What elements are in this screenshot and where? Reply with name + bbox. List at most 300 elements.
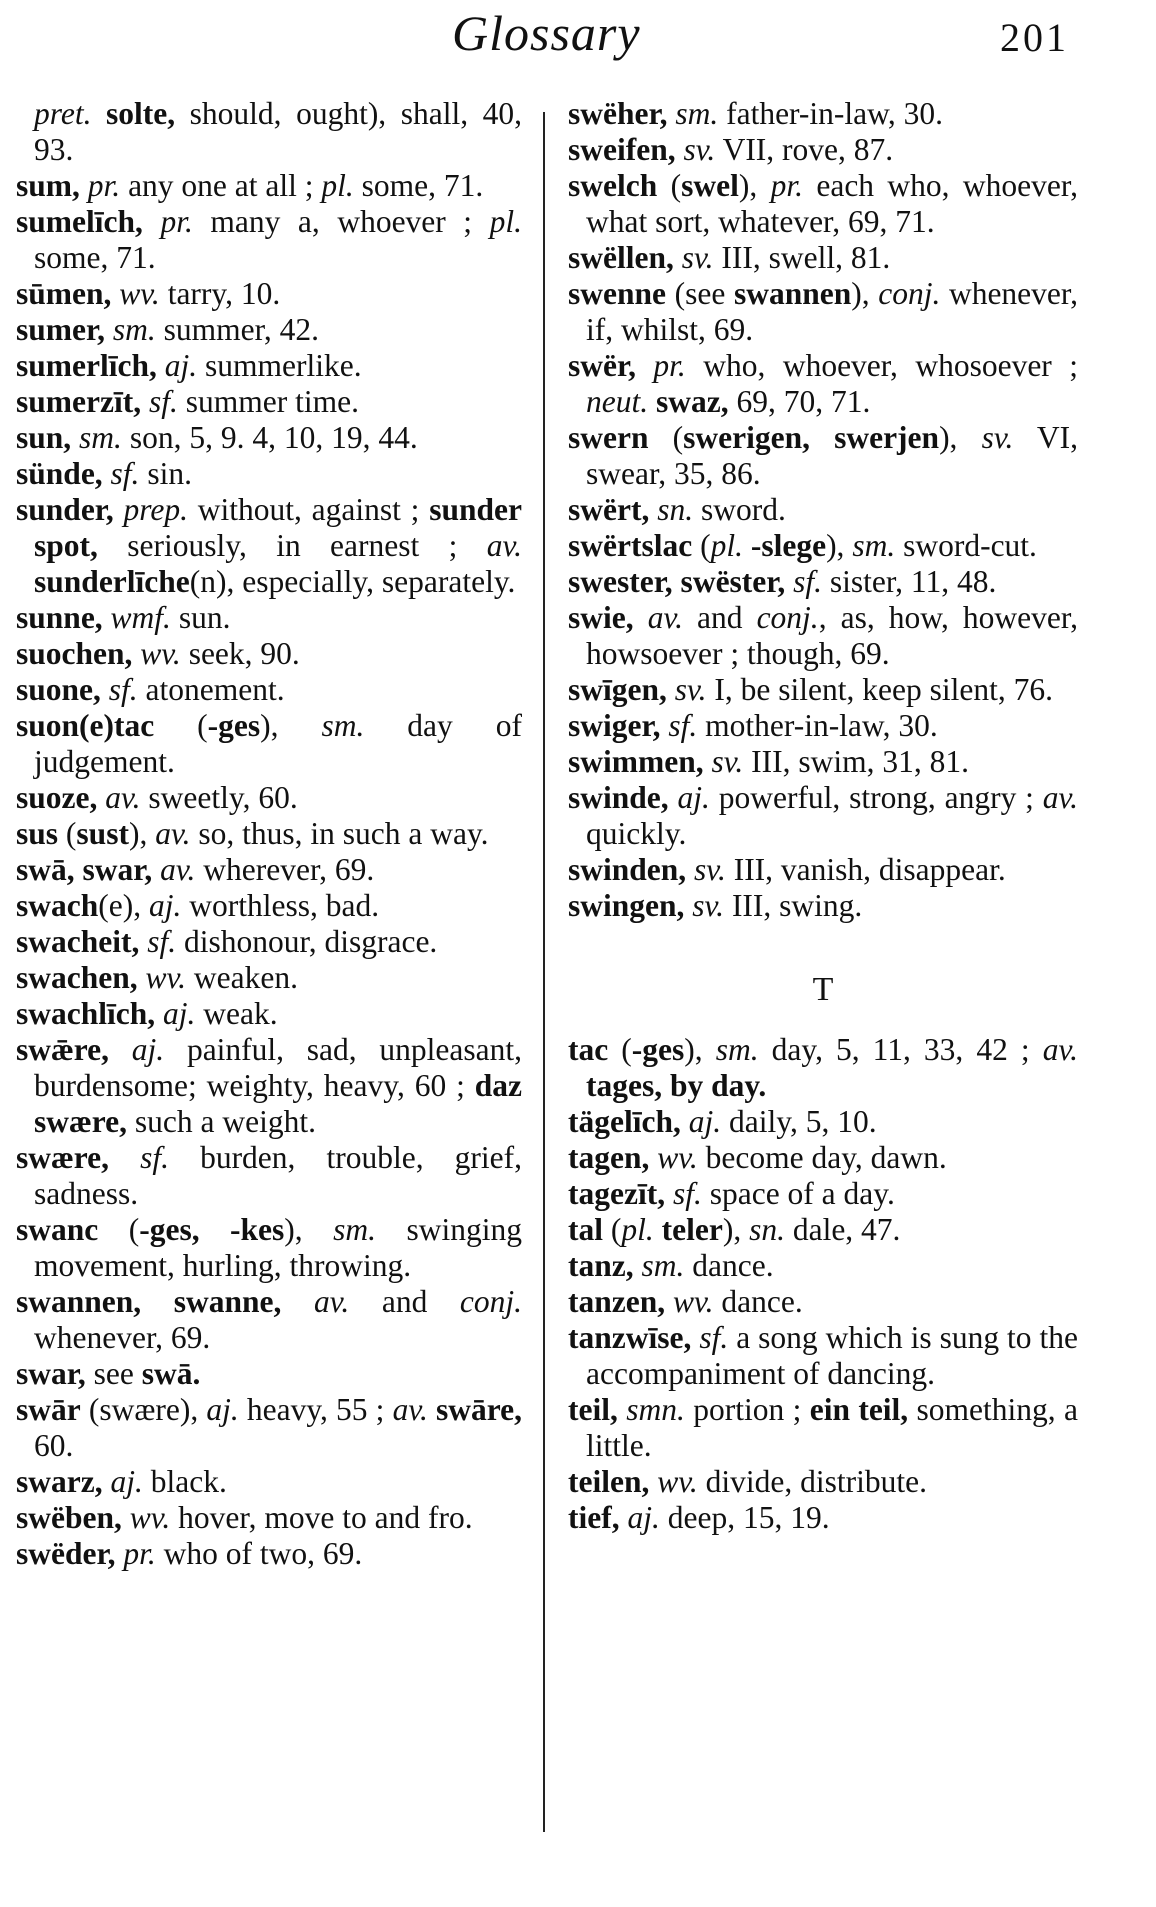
- definition-text: so, thus, in such a way.: [190, 816, 489, 851]
- definition-text: [662, 1068, 670, 1103]
- definition-text: seek, 90.: [180, 636, 300, 671]
- definition-text: [155, 996, 163, 1031]
- glossary-entry: [16, 96, 522, 168]
- definition-text: seriously, in earnest ;: [97, 528, 487, 563]
- grammar-label: av.: [647, 600, 683, 635]
- glossary-entry: [16, 924, 522, 960]
- definition-text: [281, 1284, 314, 1319]
- glossary-entry: [16, 1536, 522, 1572]
- grammar-label: aj.: [688, 1104, 722, 1139]
- definition-text: [704, 744, 712, 779]
- grammar-label: av.: [1042, 780, 1079, 815]
- definition-text: powerful, strong, angry ;: [709, 780, 1043, 815]
- grammar-label: sv.: [981, 420, 1014, 455]
- headword: swannen, swanne,: [16, 1284, 282, 1319]
- definition-text: (: [603, 1212, 622, 1247]
- definition-text: , as, how, however, howsoever ; though, 69.: [586, 600, 1078, 671]
- grammar-label: sm.: [112, 312, 156, 347]
- definition-text: [665, 1284, 673, 1319]
- grammar-label: smn.: [626, 1392, 685, 1427]
- headword: sust: [76, 816, 129, 851]
- grammar-label: sf.: [793, 564, 823, 599]
- glossary-entry: [16, 636, 522, 672]
- definition-text: [665, 1176, 673, 1211]
- headword: swā, swar,: [16, 852, 153, 887]
- definition-text: (: [58, 816, 77, 851]
- definition-text: [138, 960, 146, 995]
- definition-text: should, ought), shall, 40, 93.: [34, 96, 523, 167]
- definition-text: (: [154, 708, 208, 743]
- glossary-entry: [568, 1104, 1078, 1140]
- definition-text: summerlike.: [197, 348, 362, 383]
- headword: swinden,: [568, 852, 687, 887]
- glossary-entry: [568, 96, 1078, 132]
- grammar-label: av.: [313, 1284, 350, 1319]
- headword: swingen,: [568, 888, 685, 923]
- definition-text: III, swing.: [724, 888, 863, 923]
- headword: solte,: [106, 96, 176, 131]
- grammar-label: aj.: [110, 1464, 143, 1499]
- glossary-entry: [16, 456, 522, 492]
- headword: swarz,: [16, 1464, 103, 1499]
- definition-text: and: [349, 1284, 460, 1319]
- glossary-entry: [16, 420, 522, 456]
- grammar-label: pr.: [87, 168, 121, 203]
- grammar-label: sm.: [333, 1212, 377, 1247]
- headword: sun,: [16, 420, 72, 455]
- headword: swaz,: [655, 384, 729, 419]
- glossary-entry: [568, 240, 1078, 276]
- grammar-label: conj.: [878, 276, 941, 311]
- definition-text: sin.: [139, 456, 192, 491]
- page-number: 201: [1000, 15, 1069, 60]
- grammar-label: pl.: [621, 1212, 654, 1247]
- definition-text: space of a day.: [701, 1176, 895, 1211]
- headword: tac: [568, 1032, 609, 1067]
- definition-text: dishonour, disgrace.: [176, 924, 438, 959]
- definition-text: ),: [284, 1212, 334, 1247]
- grammar-label: wv.: [119, 276, 160, 311]
- headword: swel: [681, 168, 739, 203]
- headword: swester, swëster,: [568, 564, 786, 599]
- headword: tägelīch,: [568, 1104, 681, 1139]
- grammar-label: wv.: [657, 1140, 698, 1175]
- definition-text: a song which is sung to the accompaniment of dancing.: [586, 1320, 1079, 1391]
- headword: sünde,: [16, 456, 103, 491]
- glossary-entry: [568, 1032, 1078, 1104]
- definition-text: [80, 168, 88, 203]
- grammar-label: sv.: [681, 240, 714, 275]
- definition-text: [654, 1212, 662, 1247]
- headword: swërt,: [568, 492, 650, 527]
- definition-text: [91, 96, 106, 131]
- grammar-label: wv.: [145, 960, 187, 995]
- glossary-entry: [568, 852, 1078, 888]
- grammar-label: aj.: [627, 1500, 660, 1535]
- definition-text: any one at all ;: [120, 168, 322, 203]
- grammar-label: pr.: [653, 348, 686, 383]
- glossary-entry: [16, 672, 522, 708]
- definition-text: ),: [939, 420, 982, 455]
- definition-text: (: [98, 1212, 140, 1247]
- definition-text: ),: [738, 168, 771, 203]
- grammar-label: sf.: [147, 924, 177, 959]
- headword: swërtslac: [568, 528, 693, 563]
- glossary-entry: [16, 780, 522, 816]
- headword: swacheit,: [16, 924, 140, 959]
- headword: sumelīch,: [16, 204, 143, 239]
- definition-text: and: [682, 600, 757, 635]
- grammar-label: sv.: [683, 132, 716, 167]
- definition-text: (e),: [98, 888, 149, 923]
- grammar-label: wv.: [657, 1464, 698, 1499]
- definition-text: painful, sad, unpleasant, burdensome; weighty, heavy, 60 ;: [34, 1032, 523, 1103]
- definition-text: [105, 312, 113, 347]
- definition-text: [109, 1140, 140, 1175]
- glossary-entry: [568, 1464, 1078, 1500]
- entry-list-left: [16, 96, 522, 1572]
- definition-text: [109, 1032, 132, 1067]
- definition-text: (: [608, 1032, 632, 1067]
- headword: -ges: [631, 1032, 685, 1067]
- definition-text: ),: [260, 708, 322, 743]
- definition-text: (see: [666, 276, 734, 311]
- glossary-entry: [568, 1284, 1078, 1320]
- grammar-label: av.: [160, 852, 196, 887]
- headword: sūmen,: [16, 276, 112, 311]
- headword: swīgen,: [568, 672, 667, 707]
- glossary-entry: [568, 744, 1078, 780]
- headword: teler: [661, 1212, 723, 1247]
- definition-text: 60.: [34, 1428, 74, 1463]
- headword: tagezīt,: [568, 1176, 666, 1211]
- headword: swar,: [16, 1356, 86, 1391]
- definition-text: 69, 70, 71.: [728, 384, 871, 419]
- headword: sunder spot,: [34, 492, 522, 563]
- glossary-entry: [16, 276, 522, 312]
- definition-text: quickly.: [586, 816, 687, 851]
- glossary-entry: [16, 1356, 522, 1392]
- definition-text: III, swim, 31, 81.: [743, 744, 970, 779]
- entry-list-right-t: [568, 1032, 1078, 1536]
- glossary-entry: [16, 960, 522, 996]
- glossary-entry: [568, 348, 1078, 420]
- definition-text: ),: [851, 276, 879, 311]
- glossary-entry: [16, 852, 522, 888]
- headword: sumerzīt,: [16, 384, 142, 419]
- grammar-label: prep.: [123, 492, 188, 527]
- definition-text: III, swell, 81.: [713, 240, 891, 275]
- headword: swachen,: [16, 960, 138, 995]
- headword: swannen: [733, 276, 852, 311]
- glossary-entry: [568, 672, 1078, 708]
- definition-text: without, against ;: [188, 492, 430, 527]
- definition-text: [71, 420, 79, 455]
- headword: swern: [568, 420, 649, 455]
- glossary-entry: [568, 1140, 1078, 1176]
- glossary-entry: [568, 1500, 1078, 1536]
- glossary-entry: [16, 1212, 522, 1284]
- headword: swære,: [16, 1140, 110, 1175]
- glossary-entry: [16, 1140, 522, 1212]
- grammar-label: sf.: [672, 1176, 702, 1211]
- grammar-label: av.: [392, 1392, 428, 1427]
- definition-text: (n), especially, separately.: [189, 564, 516, 599]
- grammar-label: sf.: [668, 708, 698, 743]
- grammar-label: av.: [105, 780, 141, 815]
- headword: tanzen,: [568, 1284, 666, 1319]
- grammar-label: wv.: [140, 636, 181, 671]
- headword: tanzwīse,: [568, 1320, 692, 1355]
- headword: tal: [568, 1212, 603, 1247]
- definition-text: dance.: [684, 1248, 774, 1283]
- grammar-label: conj.: [459, 1284, 523, 1319]
- grammar-label: sv.: [694, 852, 726, 887]
- definition-text: whenever, 69.: [34, 1320, 211, 1355]
- grammar-label: conj.: [756, 600, 819, 635]
- headword: ein teil,: [809, 1392, 909, 1427]
- definition-text: some, 71.: [353, 168, 484, 203]
- entry-list-right: [568, 96, 1078, 924]
- headword: swachlīch,: [16, 996, 156, 1031]
- definition-text: [681, 1104, 689, 1139]
- definition-text: each who, whoever, what sort, whatever, 69, 71.: [586, 168, 1078, 239]
- glossary-entry: [568, 168, 1078, 240]
- grammar-label: neut.: [586, 384, 649, 419]
- definition-text: father-in-law, 30.: [718, 96, 943, 131]
- grammar-label: sf.: [148, 384, 178, 419]
- headword: suochen,: [16, 636, 133, 671]
- glossary-entry: [16, 1464, 522, 1500]
- definition-text: (: [692, 528, 711, 563]
- definition-text: [428, 1392, 436, 1427]
- glossary-entry: [568, 492, 1078, 528]
- glossary-entry: [16, 600, 522, 636]
- grammar-label: sm.: [641, 1248, 685, 1283]
- glossary-entry: [16, 1032, 522, 1140]
- definition-text: weaken.: [186, 960, 298, 995]
- left-column: [16, 96, 522, 1572]
- definition-text: black.: [142, 1464, 227, 1499]
- headword: swāre,: [435, 1392, 523, 1427]
- glossary-entry: [568, 420, 1078, 492]
- definition-text: dance.: [713, 1284, 803, 1319]
- glossary-entry: [568, 564, 1078, 600]
- definition-text: sun.: [170, 600, 231, 635]
- definition-text: sword.: [693, 492, 786, 527]
- headword: swiger,: [568, 708, 661, 743]
- glossary-entry: [16, 384, 522, 420]
- grammar-label: sf.: [108, 672, 138, 707]
- grammar-label: aj.: [148, 888, 182, 923]
- headword: tanz,: [568, 1248, 634, 1283]
- headword: daz swære,: [34, 1068, 522, 1139]
- grammar-label: av.: [155, 816, 191, 851]
- headword: sumerlīch,: [16, 348, 157, 383]
- definition-text: [634, 600, 648, 635]
- grammar-label: wmf.: [110, 600, 171, 635]
- definition-text: [636, 348, 653, 383]
- headword: sunne,: [16, 600, 103, 635]
- glossary-entry: [16, 996, 522, 1032]
- glossary-entry: [568, 600, 1078, 672]
- headword: sweifen,: [568, 132, 676, 167]
- definition-text: sword-cut.: [895, 528, 1037, 563]
- definition-text: divide, distribute.: [697, 1464, 927, 1499]
- right-column: [568, 96, 1078, 1536]
- grammar-label: sf.: [699, 1320, 729, 1355]
- grammar-label: pl.: [489, 204, 522, 239]
- definition-text: tarry, 10.: [159, 276, 281, 311]
- definition-text: VII, rove, 87.: [715, 132, 894, 167]
- grammar-label: pr.: [160, 204, 193, 239]
- grammar-label: sv.: [692, 888, 725, 923]
- headword: tief,: [568, 1500, 620, 1535]
- glossary-entry: [16, 1500, 522, 1536]
- headword: swā.: [141, 1356, 201, 1391]
- headword: teilen,: [568, 1464, 650, 1499]
- grammar-label: aj.: [163, 996, 196, 1031]
- grammar-label: av.: [1042, 1032, 1078, 1067]
- column-divider: [543, 112, 545, 1832]
- page-header: [0, 0, 1156, 80]
- grammar-label: sm.: [715, 1032, 759, 1067]
- grammar-label: sv.: [674, 672, 707, 707]
- headword: swëllen,: [568, 240, 674, 275]
- headword: swëder,: [16, 1536, 116, 1571]
- headword: swimmen,: [568, 744, 704, 779]
- glossary-entry: [568, 276, 1078, 348]
- definition-text: who, whoever, whosoever ;: [685, 348, 1078, 383]
- definition-text: hover, move to and fro.: [170, 1500, 473, 1535]
- grammar-label: aj.: [164, 348, 198, 383]
- headword: -ges, -kes: [139, 1212, 285, 1247]
- grammar-label: pl.: [321, 168, 354, 203]
- grammar-label: aj.: [131, 1032, 165, 1067]
- definition-text: I, be silent, keep silent, 76.: [706, 672, 1053, 707]
- definition-text: [743, 528, 751, 563]
- definition-text: [103, 600, 111, 635]
- headword: sus: [16, 816, 59, 851]
- definition-text: heavy, 55 ;: [238, 1392, 393, 1427]
- grammar-label: sm.: [79, 420, 122, 455]
- glossary-entry: [16, 312, 522, 348]
- headword: suon(e)tac: [16, 708, 155, 743]
- headword: sunderlīche: [34, 564, 190, 599]
- headword: tages,: [586, 1068, 663, 1103]
- headword: swerigen, swerjen: [683, 420, 940, 455]
- definition-text: such a weight.: [127, 1104, 316, 1139]
- headword: -ges: [207, 708, 261, 743]
- definition-text: ),: [722, 1212, 750, 1247]
- definition-text: [152, 852, 160, 887]
- headword: swie,: [568, 600, 634, 635]
- grammar-label: sv.: [711, 744, 744, 779]
- definition-text: [686, 852, 694, 887]
- definition-text: [101, 672, 109, 707]
- definition-text: swinging movement, hurling, throwing.: [34, 1212, 522, 1283]
- definition-text: [103, 456, 111, 491]
- section-letter-heading: T: [812, 971, 834, 1008]
- definition-text: weak.: [195, 996, 278, 1031]
- definition-text: sweetly, 60.: [140, 780, 298, 815]
- grammar-label: pr.: [123, 1536, 156, 1571]
- definition-text: who of two, 69.: [155, 1536, 363, 1571]
- definition-text: summer, 42.: [155, 312, 319, 347]
- definition-text: ),: [128, 816, 156, 851]
- grammar-label: sn.: [657, 492, 694, 527]
- definition-text: become day, dawn.: [697, 1140, 947, 1175]
- definition-text: day, 5, 11, 33, 42 ;: [758, 1032, 1043, 1067]
- grammar-label: aj.: [206, 1392, 239, 1427]
- definition-text: [634, 1248, 642, 1283]
- headword: sum,: [16, 168, 80, 203]
- grammar-label: sf.: [110, 456, 140, 491]
- definition-text: portion ;: [684, 1392, 810, 1427]
- grammar-label: wv.: [129, 1500, 171, 1535]
- glossary-entry: [568, 708, 1078, 744]
- definition-text: ),: [684, 1032, 716, 1067]
- glossary-entry: [568, 1248, 1078, 1284]
- glossary-entry: [568, 1392, 1078, 1464]
- headword: by day.: [669, 1068, 767, 1103]
- grammar-label: pl.: [710, 528, 743, 563]
- definition-text: [143, 204, 161, 239]
- definition-text: [114, 492, 124, 527]
- headword: tagen,: [568, 1140, 650, 1175]
- headword: swār: [16, 1392, 81, 1427]
- definition-text: mother-in-law, 30.: [697, 708, 938, 743]
- definition-text: whenever, if, whilst, 69.: [586, 276, 1078, 347]
- definition-text: [141, 384, 149, 419]
- definition-text: (: [657, 168, 682, 203]
- headword: teil,: [568, 1392, 618, 1427]
- headword: swelch: [568, 168, 658, 203]
- headword: swanc: [16, 1212, 99, 1247]
- definition-text: [122, 1500, 130, 1535]
- definition-text: III, vanish, disappear.: [725, 852, 1006, 887]
- grammar-label: wv.: [673, 1284, 714, 1319]
- definition-text: dale, 47.: [784, 1212, 901, 1247]
- definition-text: worthless, bad.: [181, 888, 380, 923]
- definition-text: [669, 780, 678, 815]
- grammar-label: pret.: [34, 96, 92, 131]
- glossary-entry: [16, 888, 522, 924]
- definition-text: [667, 672, 675, 707]
- grammar-label: aj.: [677, 780, 710, 815]
- glossary-entry: [16, 168, 522, 204]
- glossary-entry: [16, 708, 522, 780]
- definition-text: [785, 564, 793, 599]
- definition-text: [674, 240, 682, 275]
- running-title: Glossary: [452, 5, 641, 61]
- headword: swëher,: [568, 96, 668, 131]
- grammar-label: pr.: [770, 168, 803, 203]
- grammar-label: sn.: [749, 1212, 785, 1247]
- grammar-label: sf.: [140, 1140, 169, 1175]
- grammar-label: av.: [486, 528, 522, 563]
- definition-text: VI, swear, 35, 86.: [586, 420, 1079, 491]
- definition-text: [157, 348, 165, 383]
- glossary-entry: [16, 348, 522, 384]
- glossary-entry: [568, 132, 1078, 168]
- grammar-label: sm.: [675, 96, 719, 131]
- glossary-entry: [16, 816, 522, 852]
- headword: suone,: [16, 672, 101, 707]
- definition-text: (swære),: [80, 1392, 207, 1427]
- glossary-entry: [568, 1320, 1078, 1392]
- definition-text: (: [648, 420, 684, 455]
